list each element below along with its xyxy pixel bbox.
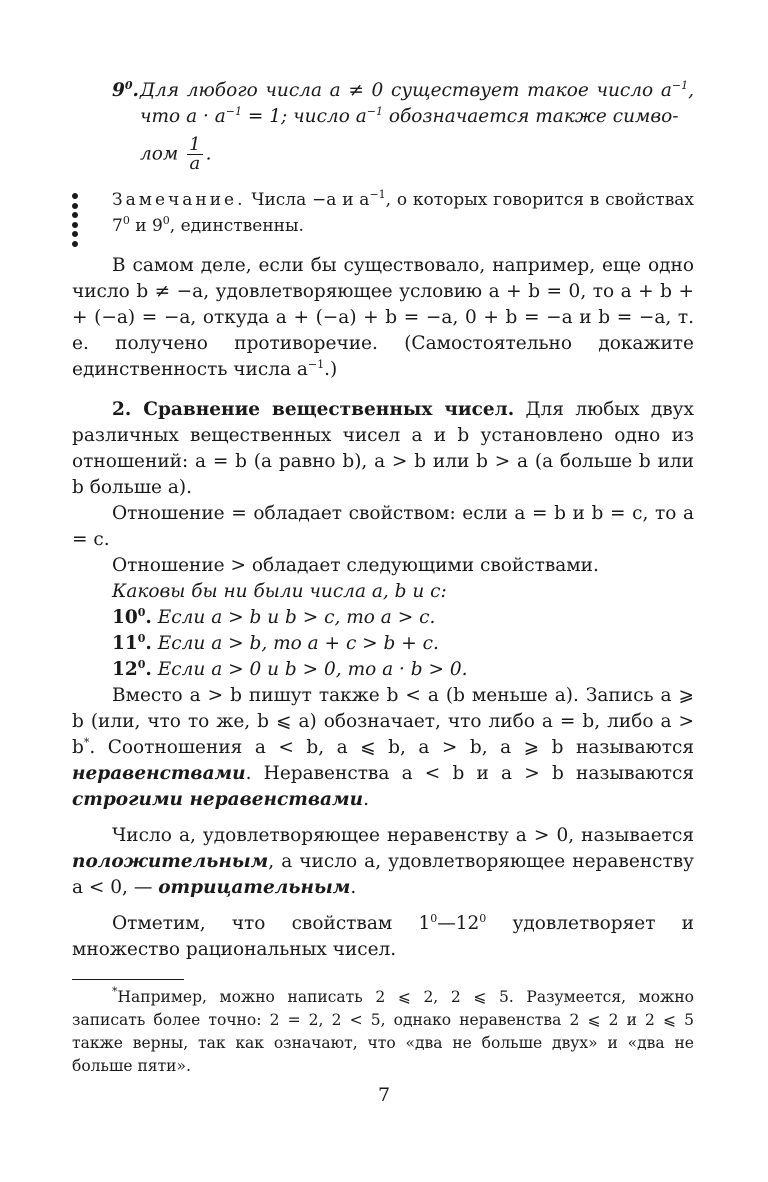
remark-dots-icon xyxy=(72,193,80,250)
term-positive: положительным xyxy=(72,851,269,872)
inequalities-paragraph: Вместо a > b пишут также b < a (b меньше a). Запись a ⩾ b (или, что то же, b ⩽ a) обозначает, что либо a = b, либо a > b*. Соотношения a < b, a ⩽ b, a > b, a ⩾ b называются неравенствами. Неравенства a < b и a > b называются строгими неравенствами. xyxy=(72,685,694,810)
remark-block: Замечание. Числа −a и $a^{-1}$, о которых говорится в свойствах $7^0$ и $9^0$, единственны. xyxy=(72,187,694,239)
property-11: $11^0$. Если a > b, то a + c > b + c. xyxy=(112,632,439,654)
footnote-divider xyxy=(72,979,184,980)
section-2-paragraph: 2. Сравнение вещественных чисел. Для любых двух различных вещественных чисел a и b установлено одно из отношений: a = b (a равно b), a > b или b > a (a больше b или b больше a). xyxy=(72,399,694,498)
property-9-line3: лом xyxy=(140,143,179,165)
any-numbers: Каковы бы ни были числа a, b и c: xyxy=(112,581,447,602)
term-strict-inequalities: строгими неравенствами xyxy=(72,789,364,810)
property-9-number: $9^0$. xyxy=(112,79,139,101)
term-inequalities: неравенствами xyxy=(72,763,246,784)
remark-label: Замечание. xyxy=(112,190,246,210)
sign-paragraph: Число a, удовлетворяющее неравенству a > 0, называется положительным, а число a, удовлетворяющее неравенству a < 0, — отрицательным. xyxy=(72,825,694,898)
property-10: $10^0$. Если a > b и b > c, то a > c. xyxy=(112,606,436,628)
fraction-one-over-a: $\frac{1}{a}$ xyxy=(189,134,201,174)
footnote: *Например, можно написать 2 ⩽ 2, 2 ⩽ 5. Разумеется, можно записать более точно: 2 = 2, 2 < 5, однако неравенства 2 ⩽ 2 и 2 ⩽ 5 также верны, так как означают, что «два не больше двух» и «два не больше пяти». xyxy=(72,985,694,1075)
remark-text: Числа −a и a xyxy=(251,190,370,210)
greater-property: Отношение > обладает следующими свойствами. xyxy=(112,555,599,576)
page-content xyxy=(72,78,694,1078)
property-9-line1: Для любого числа a ≠ 0 существует такое число a xyxy=(140,80,672,101)
property-9: $9^0$. Для любого числа a ≠ 0 существует такое число $a^{-1}$, что $a \cdot a^{-1} = 1$; число $a^{-1}$ обозначается также симво- лом $\frac{1}{a}$ . xyxy=(112,79,694,174)
page-number: 7 xyxy=(377,1084,391,1106)
equality-property: Отношение = обладает свойством: если a = b и b = c, то a = c. xyxy=(72,503,694,550)
proof-paragraph: В самом деле, если бы существовало, например, еще одно число b ≠ −a, удовлетворяющее условию a + b = 0, то a + b + + (−a) = −a, откуда a + (−a) + b = −a, 0 + b = −a и b = −a, т. е. получено противоречие. (Самостоятельно докажите единственность числа $a^{-1}$.) xyxy=(72,255,694,380)
property-12: $12^0$. Если a > 0 и b > 0, то a · b > 0. xyxy=(112,658,468,680)
property-9-line2: что a · a xyxy=(140,106,226,127)
term-negative: отрицательным xyxy=(158,877,351,898)
section-2-heading: 2. Сравнение вещественных чисел. xyxy=(112,399,515,420)
rational-paragraph: Отметим, что свойствам $1^0—12^0$ удовлетворяет и множество рациональных чисел. xyxy=(72,912,695,960)
